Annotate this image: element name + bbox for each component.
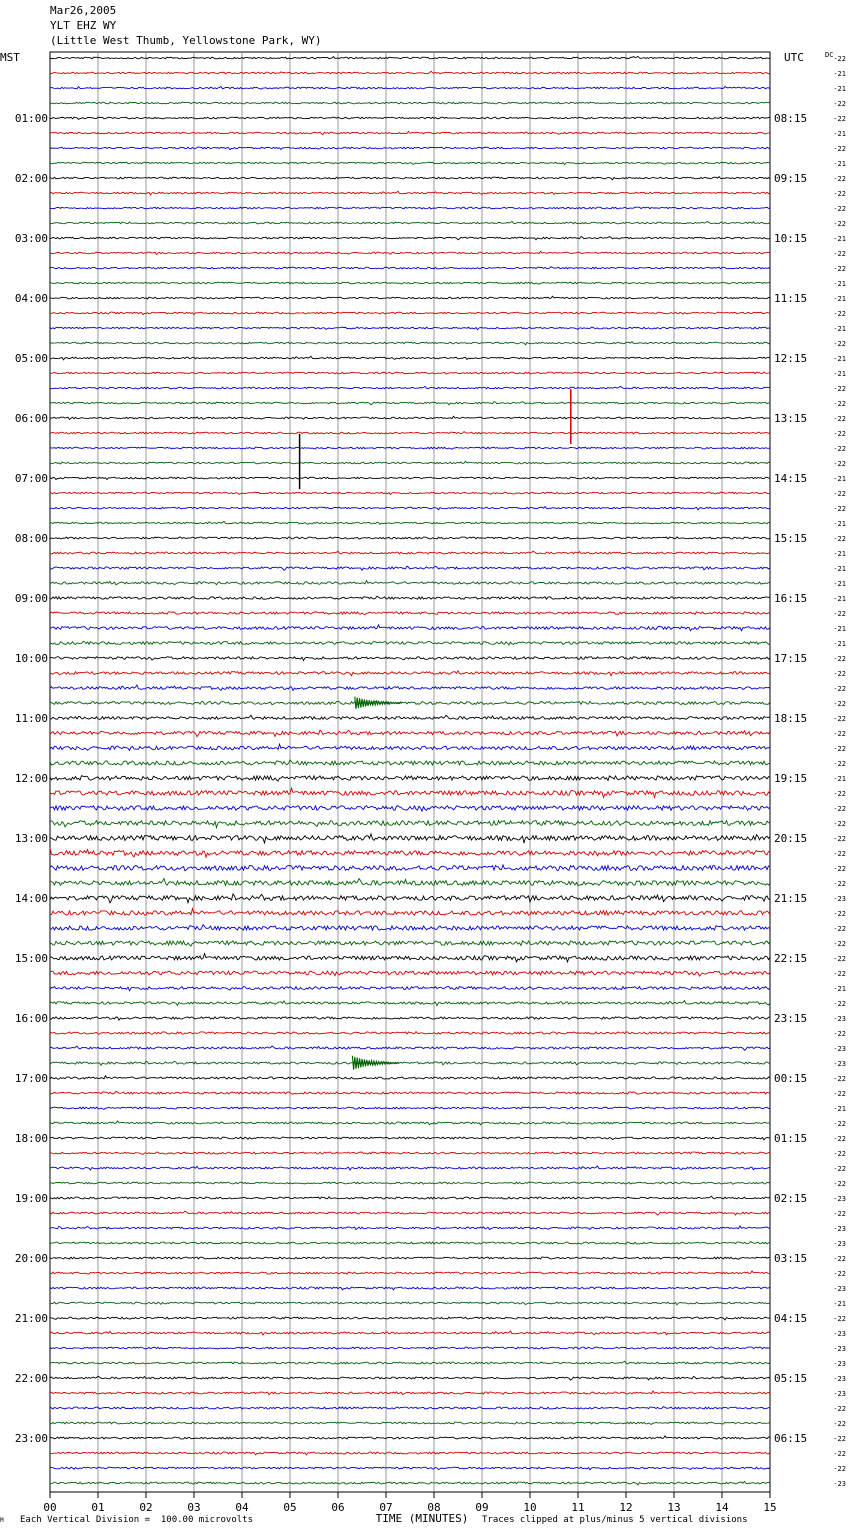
trace-row [50,1001,770,1006]
dc-offset-label: -23 [833,1045,846,1053]
utc-hour-label: 05:15 [774,1372,808,1385]
utc-hour-label: 12:15 [774,352,808,365]
dc-offset-label: -22 [833,715,846,723]
dc-offset-label: -21 [833,85,846,93]
trace-row [50,1481,770,1485]
dc-offset-label: -21 [833,235,846,243]
x-tick-label: 04 [235,1501,249,1514]
trace-row [50,715,770,719]
mst-hour-label: 04:00 [14,292,48,305]
utc-hour-label: 19:15 [774,772,808,785]
utc-hour-label: 14:15 [774,472,808,485]
scale-note: Each Vertical Division = 100.00 microvolts [20,1515,253,1525]
trace-row [50,537,770,539]
dc-offset-label: -21 [833,565,846,573]
mst-hour-label: 11:00 [14,712,48,725]
trace-row [50,251,770,254]
dc-offset-label: -22 [833,340,846,348]
mst-hour-label: 12:00 [14,772,48,785]
trace-row [50,312,770,315]
mst-hour-label: 01:00 [14,112,48,125]
trace-row [50,865,770,871]
dc-offset-label: -22 [833,220,846,228]
trace-row [50,1166,770,1170]
utc-axis-label: UTC [784,51,804,64]
dc-offset-label: -22 [833,145,846,153]
dc-offset-label: -21 [833,295,846,303]
dc-offset-label: -22 [833,880,846,888]
trace-row [50,834,770,843]
x-tick-label: 15 [763,1501,777,1514]
chart-date: Mar26,2005 [50,4,117,17]
dc-offset-label: -21 [833,625,846,633]
dc-offset-label: -23 [833,1360,846,1368]
utc-hour-label: 02:15 [774,1192,808,1205]
utc-hour-label: 10:15 [774,232,808,245]
dc-offset-label: -21 [833,355,846,363]
mst-hour-label: 17:00 [14,1072,48,1085]
trace-row [50,1317,770,1320]
utc-hour-label: 21:15 [774,892,808,905]
trace-row [50,760,770,765]
dc-offset-label: -22 [833,55,846,63]
trace-row [50,86,770,89]
trace-row [50,71,770,74]
dc-offset-label: -22 [833,385,846,393]
mst-hour-label: 08:00 [14,532,48,545]
trace-row [50,1137,770,1140]
dc-offset-label: -22 [833,415,846,423]
dc-offset-label: -22 [833,685,846,693]
dc-offset-label: -22 [833,1180,846,1188]
utc-hour-label: 17:15 [774,652,808,665]
x-tick-label: 11 [571,1501,585,1514]
trace-row [50,162,770,164]
dc-offset-label: -22 [833,970,846,978]
trace-row [50,925,770,930]
mst-hour-label: 14:00 [14,892,48,905]
dc-offset-label: -22 [833,850,846,858]
trace-row [50,1242,770,1244]
trace-row [50,447,770,449]
dc-offset-label: -21 [833,580,846,588]
mst-hour-label: 16:00 [14,1012,48,1025]
trace-row [50,908,770,915]
trace-row [50,56,770,58]
dc-offset-label: -22 [833,940,846,948]
x-tick-label: 06 [331,1501,345,1514]
trace-row [50,1331,770,1335]
dc-offset-label: -21 [833,1300,846,1308]
trace-row [50,1152,770,1154]
dc-offset-label: -22 [833,535,846,543]
trace-row [50,1107,770,1109]
dc-offset-label: -22 [833,490,846,498]
mst-hour-label: 18:00 [14,1132,48,1145]
trace-row [50,521,770,524]
utc-hour-label: 08:15 [774,112,808,125]
trace-row [50,477,770,479]
trace-row [50,1061,770,1065]
dc-offset-label: -22 [833,250,846,258]
dc-offset-label: -21 [833,280,846,288]
dc-offset-label: -23 [833,1375,846,1383]
trace-row [50,1017,770,1020]
mst-hour-label: 10:00 [14,652,48,665]
trace-row [50,1407,770,1409]
trace-row [50,788,770,797]
event-burst [352,1056,399,1070]
dc-offset-label: -23 [833,1240,846,1248]
dc-offset-label: -22 [833,505,846,513]
mst-hour-label: 09:00 [14,592,48,605]
trace-row [50,776,770,781]
corner-mark: M [0,1517,4,1524]
mst-hour-label: 19:00 [14,1192,48,1205]
trace-row [50,177,770,180]
trace-row [50,657,770,661]
dc-offset-label: -22 [833,1315,846,1323]
trace-row [50,1226,770,1230]
trace-row [50,237,770,240]
trace-row [50,941,770,946]
trace-row [50,1076,770,1079]
dc-offset-label: -22 [833,700,846,708]
trace-row [50,551,770,554]
trace-row [50,1422,770,1424]
dc-offset-label: -21 [833,130,846,138]
dc-offset-label: -23 [833,1285,846,1293]
dc-offset-label: -22 [833,1135,846,1143]
dc-offset-label: -21 [833,550,846,558]
dc-offset-label: -21 [833,160,846,168]
trace-row [50,1271,770,1274]
trace-row [50,1347,770,1349]
dc-offset-label: -22 [833,310,846,318]
trace-row [50,671,770,676]
trace-row [50,642,770,645]
x-axis-label: TIME (MINUTES) [375,1512,469,1525]
mst-hour-label: 03:00 [14,232,48,245]
trace-row [50,596,770,599]
trace-row [50,1032,770,1035]
x-tick-label: 00 [43,1501,57,1514]
utc-hour-label: 18:15 [774,712,808,725]
x-tick-label: 07 [379,1501,393,1514]
trace-row [50,744,770,750]
trace-row [50,878,770,885]
x-tick-label: 09 [475,1501,489,1514]
x-tick-label: 14 [715,1501,729,1514]
trace-row [50,296,770,299]
utc-hour-label: 22:15 [774,952,808,965]
dc-offset-label: -22 [833,805,846,813]
trace-row [50,1046,770,1050]
utc-hour-label: 01:15 [774,1132,808,1145]
trace-row [50,1091,770,1094]
dc-offset-label: -21 [833,370,846,378]
dc-offset-label: -22 [833,175,846,183]
x-tick-label: 02 [139,1501,153,1514]
trace-row [50,267,770,269]
utc-hour-label: 13:15 [774,412,808,425]
trace-row [50,102,770,104]
dc-offset-label: -22 [833,1030,846,1038]
mst-axis-label: MST [0,51,20,64]
utc-hour-label: 15:15 [774,532,808,545]
dc-offset-label: -22 [833,670,846,678]
trace-row [50,372,770,374]
trace-row [50,1391,770,1395]
dc-offset-label: -22 [833,1255,846,1263]
dc-offset-label: -22 [833,790,846,798]
x-tick-label: 13 [667,1501,681,1514]
dc-offset-label: -21 [833,520,846,528]
trace-row [50,1121,770,1125]
dc-offset-label: -23 [833,1195,846,1203]
clip-note: Traces clipped at plus/minus 5 vertical divisions [482,1515,748,1525]
dc-offset-label: -22 [833,1450,846,1458]
trace-row [50,1452,770,1455]
dc-offset-label: -23 [833,1225,846,1233]
dc-offset-label: -23 [833,1330,846,1338]
trace-row [50,402,770,405]
dc-offset-label: -22 [833,910,846,918]
chart-station: YLT EHZ WY [50,19,117,32]
trace-row [50,848,770,857]
dc-offset-label: -21 [833,325,846,333]
trace-row [50,461,770,464]
trace-row [50,987,770,991]
dc-offset-label: -22 [833,1465,846,1473]
dc-offset-label: -22 [833,865,846,873]
x-tick-label: 10 [523,1501,537,1514]
mst-hour-label: 05:00 [14,352,48,365]
trace-row [50,416,770,419]
trace-row [50,432,770,434]
dc-offset-label: -22 [833,1075,846,1083]
trace-row [50,1182,770,1184]
utc-hour-label: 03:15 [774,1252,808,1265]
dc-offset-label: -21 [833,70,846,78]
trace-row [50,701,770,705]
dc-offset-label: -23 [833,895,846,903]
trace-row [50,580,770,584]
dc-offset-label: -22 [833,925,846,933]
dc-offset-label: -22 [833,955,846,963]
dc-offset-label: -22 [833,445,846,453]
mst-hour-label: 13:00 [14,832,48,845]
dc-offset-label: -22 [833,430,846,438]
dc-offset-label: -22 [833,190,846,198]
utc-hour-label: 23:15 [774,1012,808,1025]
utc-hour-label: 09:15 [774,172,808,185]
dc-offset-label: -22 [833,1435,846,1443]
trace-row [50,1287,770,1290]
dc-offset-label: -22 [833,400,846,408]
utc-hour-label: 20:15 [774,832,808,845]
trace-row [50,507,770,510]
event-burst [355,697,402,709]
trace-row [50,821,770,828]
dc-offset-label: -22 [833,1270,846,1278]
dc-offset-label: -22 [833,820,846,828]
dc-offset-label: -22 [833,1420,846,1428]
trace-row [50,612,770,615]
dc-offset-label: -22 [833,835,846,843]
dc-offset-label: -23 [833,1390,846,1398]
dc-offset-label: -22 [833,1120,846,1128]
dc-offset-label: -22 [833,610,846,618]
trace-row [50,971,770,976]
dc-offset-label: -22 [833,115,846,123]
trace-row [50,566,770,570]
dc-offset-label: -22 [833,1165,846,1173]
dc-offset-label: -21 [833,640,846,648]
mst-hour-label: 20:00 [14,1252,48,1265]
x-tick-label: 05 [283,1501,297,1514]
trace-row [50,685,770,691]
trace-row [50,1361,770,1364]
trace-row [50,1257,770,1259]
trace-row [50,1436,770,1439]
trace-row [50,191,770,195]
trace-row [50,1211,770,1215]
dc-offset-label: -21 [833,985,846,993]
trace-row [50,625,770,631]
x-tick-label: 01 [91,1501,105,1514]
mst-hour-label: 15:00 [14,952,48,965]
dc-offset-label: -22 [833,460,846,468]
mst-hour-label: 06:00 [14,412,48,425]
mst-hour-label: 22:00 [14,1372,48,1385]
dc-offset-label: -22 [833,760,846,768]
dc-offset-label: -23 [833,1345,846,1353]
trace-row [50,117,770,119]
trace-row [50,1302,770,1305]
dc-offset-label: -21 [833,775,846,783]
mst-hour-label: 23:00 [14,1432,48,1445]
trace-row [50,356,770,360]
trace-row [50,492,770,494]
dc-offset-label: -22 [833,1405,846,1413]
dc-offset-label: -22 [833,205,846,213]
dc-offset-label: -22 [833,1090,846,1098]
dc-offset-label: -22 [833,730,846,738]
trace-row [50,730,770,737]
mst-hour-label: 02:00 [14,172,48,185]
dc-offset-label: -21 [833,475,846,483]
trace-row [50,207,770,209]
dc-offset-label: -22 [833,1000,846,1008]
trace-row [50,131,770,134]
dc-offset-label: -23 [833,1015,846,1023]
utc-hour-label: 04:15 [774,1312,808,1325]
x-tick-label: 03 [187,1501,201,1514]
dc-offset-label: -22 [833,100,846,108]
dc-offset-label: -23 [833,1060,846,1068]
dc-offset-label: -22 [833,1210,846,1218]
dc-offset-label: -22 [833,1150,846,1158]
utc-hour-label: 00:15 [774,1072,808,1085]
x-tick-label: 12 [619,1501,633,1514]
trace-row [50,806,770,811]
utc-hour-label: 16:15 [774,592,808,605]
trace-row [50,282,770,284]
dc-offset-label: -22 [833,655,846,663]
trace-row [50,1467,770,1470]
chart-location: (Little West Thumb, Yellowstone Park, WY) [50,34,322,47]
trace-row [50,147,770,150]
mst-hour-label: 21:00 [14,1312,48,1325]
dc-offset-label: -21 [833,595,846,603]
dc-label: DC [825,51,834,59]
trace-row [50,894,770,903]
trace-row [50,954,770,962]
trace-row [50,1376,770,1380]
utc-hour-label: 06:15 [774,1432,808,1445]
x-tick-label: 08 [427,1501,441,1514]
dc-offset-label: -22 [833,265,846,273]
mst-hour-label: 07:00 [14,472,48,485]
dc-offset-label: -21 [833,1105,846,1113]
trace-row [50,1196,770,1199]
utc-hour-label: 11:15 [774,292,808,305]
dc-offset-label: -23 [833,1480,846,1488]
trace-row [50,342,770,345]
trace-row [50,327,770,329]
trace-row [50,221,770,223]
trace-row [50,386,770,388]
dc-offset-label: -22 [833,745,846,753]
